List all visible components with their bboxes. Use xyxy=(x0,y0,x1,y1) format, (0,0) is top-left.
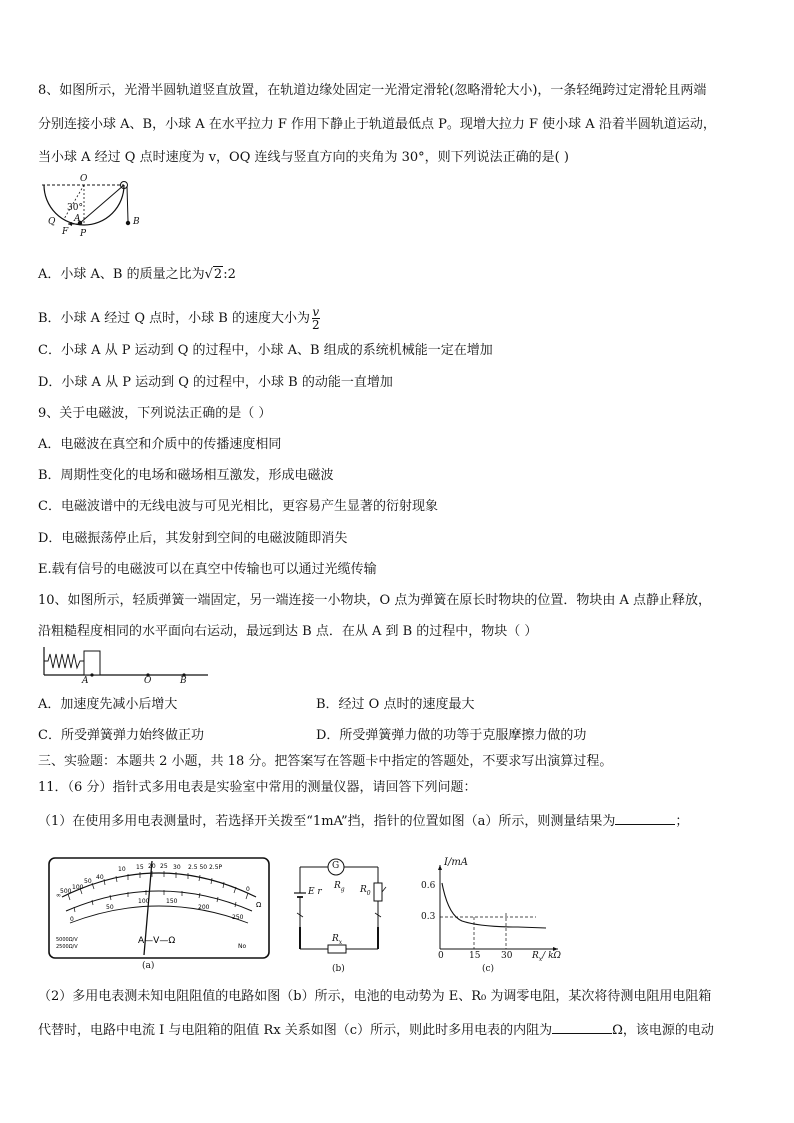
q8-fig-label-f: F xyxy=(62,227,69,237)
fig-a-mid-250: 250 xyxy=(232,914,244,921)
q10-fig-label-b: B xyxy=(180,676,187,686)
fig-b-label-er: E r xyxy=(308,887,322,897)
fig-a-tick-10: 10 xyxy=(118,866,126,873)
q8-option-d: D．小球 A 从 P 运动到 Q 的过程中，小球 B 的动能一直增加 xyxy=(38,375,393,390)
q9-stem: 9、关于电磁波，下列说法正确的是（ ） xyxy=(38,406,272,421)
fig-a-tick-100: 100 xyxy=(72,884,84,891)
q8-fig-label-angle: 30° xyxy=(67,203,83,213)
fig-b-label-rx: $R_x$ xyxy=(332,934,343,946)
q10-fig-label-o: O xyxy=(144,676,152,686)
fig-c-caption: (c) xyxy=(482,964,495,974)
fig-a-mid-100: 100 xyxy=(138,898,150,905)
svg-text:∞: ∞ xyxy=(56,892,61,899)
q9-option-e: E.载有信号的电磁波可以在真空中传输也可以通过光缆传输 xyxy=(38,562,377,577)
q8-fig-label-p: P xyxy=(80,229,87,239)
q8-fig-label-b: B xyxy=(133,217,140,227)
q10-option-d: D．所受弹簧弹力做的功等于克服摩擦力做的功 xyxy=(316,728,587,743)
q11-part1: （1）在使用多用电表测量时，若选择开关拨至“1mA”挡，指针的位置如图（a）所示，则测量结果为 ； xyxy=(38,811,688,831)
fig-b-label-r0: $R_0$ xyxy=(360,885,371,897)
q11-part2-line1: （2）多用电表测未知电阻阻值的电路如图（b）所示，电池的电动势为 E、R₀ 为调零电阻，某次将待测电阻用电阻箱 xyxy=(38,989,712,1004)
fig-a-mid-0: 0 xyxy=(70,916,74,923)
fig-a-tick-500: 500 xyxy=(60,888,72,895)
fig-b-galvanometer: G xyxy=(332,861,340,871)
q10-option-b: B．经过 O 点时的速度最大 xyxy=(316,697,475,712)
q11-figure-b-circuit xyxy=(290,857,390,974)
q11-part2-line2: 代替时，电路中电流 I 与电阻箱的阻值 Rx 关系如图（c）所示，则此时多用电表的内阻为 Ω，该电源的电动 xyxy=(38,1020,714,1040)
fig-c-x-30: 30 xyxy=(501,951,513,961)
fig-a-top-right: 2.5 50 2.5P xyxy=(188,864,223,871)
fig-a-omega: Ω xyxy=(256,901,262,909)
q9-option-c: C．电磁波谱中的无线电波与可见光相比，更容易产生显著的衍射现象 xyxy=(38,499,438,514)
q9-option-d: D．电磁振荡停止后，其发射到空间的电磁波随即消失 xyxy=(38,531,348,546)
fig-a-tick-0: 0 xyxy=(246,886,250,893)
fig-a-right: No xyxy=(238,943,247,950)
fig-c-y-0.3: 0.3 xyxy=(421,912,436,922)
q8-figure xyxy=(40,174,150,247)
section-3-heading: 三、实验题：本题共 2 小题，共 18 分。把答案写在答题卡中指定的答题处，不要求写出演算过程。 xyxy=(38,754,613,769)
q8-option-a: A．小球 A、B 的质量之比为√2:2 xyxy=(38,267,236,282)
fig-a-tick-20: 20 xyxy=(148,863,156,870)
fig-c-x-0: 0 xyxy=(438,951,444,961)
fig-a-symbol: A—V—Ω xyxy=(138,936,176,946)
fig-a-mid-50: 50 xyxy=(106,904,114,911)
q10-option-c: C．所受弹簧弹力始终做正功 xyxy=(38,728,204,743)
q11-figure-c-graph xyxy=(418,857,568,974)
q10-stem-line2: 沿粗糙程度相同的水平面向右运动，最远到达 B 点．在从 A 到 B 的过程中，物块（ ） xyxy=(38,624,538,639)
q8-option-c: C．小球 A 从 P 运动到 Q 的过程中，小球 A、B 组成的系统机械能一定在增加 xyxy=(38,343,493,358)
fig-c-y-0.6: 0.6 xyxy=(421,881,436,891)
fig-b-caption: (b) xyxy=(332,964,345,974)
q8-fig-label-q: Q xyxy=(48,217,56,227)
q8-fig-label-o: O xyxy=(80,174,88,184)
fig-c-xlabel: $R_x/$ kΩ xyxy=(532,951,561,963)
fig-a-mid-200: 200 xyxy=(198,904,210,911)
q8-option-b: B．小球 A 经过 Q 点时，小球 B 的速度大小为 $\frac{v}{2}$ xyxy=(38,305,320,332)
q10-figure xyxy=(40,647,210,687)
q9-option-b: B．周期性变化的电场和磁场相互激发，形成电磁波 xyxy=(38,468,334,483)
fig-a-tick-40: 40 xyxy=(96,874,104,881)
q10-stem-line1: 10、如图所示，轻质弹簧一端固定，另一端连接一小物块，O 点为弹簧在原长时物块的位置．物块由 A 点静止释放， xyxy=(38,593,711,608)
q8-stem-line1: 8、如图所示，光滑半圆轨道竖直放置，在轨道边缘处固定一光滑定滑轮(忽略滑轮大小)，一条轻绳跨过定滑轮且两端 xyxy=(38,83,707,98)
q10-fig-label-a: A xyxy=(82,676,89,686)
fig-a-caption: (a) xyxy=(142,961,155,971)
q11-stem: 11．（6 分）指针式多用电表是实验室中常用的测量仪器，请回答下列问题： xyxy=(38,780,477,795)
fig-a-mid-150: 150 xyxy=(166,898,178,905)
fig-c-x-15: 15 xyxy=(469,951,481,961)
fig-a-tick-50: 50 xyxy=(84,878,92,885)
q8-stem-line3: 当小球 A 经过 Q 点时速度为 v，OQ 连线与竖直方向的夹角为 30°，则下列说法正确的是( ) xyxy=(38,150,569,165)
fig-b-label-rg: $R_g$ xyxy=(334,881,345,893)
q8-stem-line2: 分别连接小球 A、B，小球 A 在水平拉力 F 作用下静止于轨道最低点 P。现增大拉力 F 使小球 A 沿着半圆轨道运动， xyxy=(38,117,716,132)
fig-a-tick-15: 15 xyxy=(136,864,144,871)
q9-option-a: A．电磁波在真空和介质中的传播速度相同 xyxy=(38,437,282,452)
q8-fig-label-a: A xyxy=(74,214,81,224)
q11-part1-blank xyxy=(615,811,675,825)
fig-c-ylabel: I/mA xyxy=(444,857,469,868)
fig-a-left1: 5000Ω/V xyxy=(56,937,78,943)
fig-a-left2: 2500Ω/V xyxy=(56,944,78,950)
fig-a-tick-25: 25 xyxy=(160,863,168,870)
q11-part2-blank xyxy=(552,1020,612,1034)
q10-option-a: A．加速度先减小后增大 xyxy=(38,697,178,712)
fig-a-tick-30: 30 xyxy=(173,864,181,871)
q11-figure-a-multimeter xyxy=(48,857,270,971)
